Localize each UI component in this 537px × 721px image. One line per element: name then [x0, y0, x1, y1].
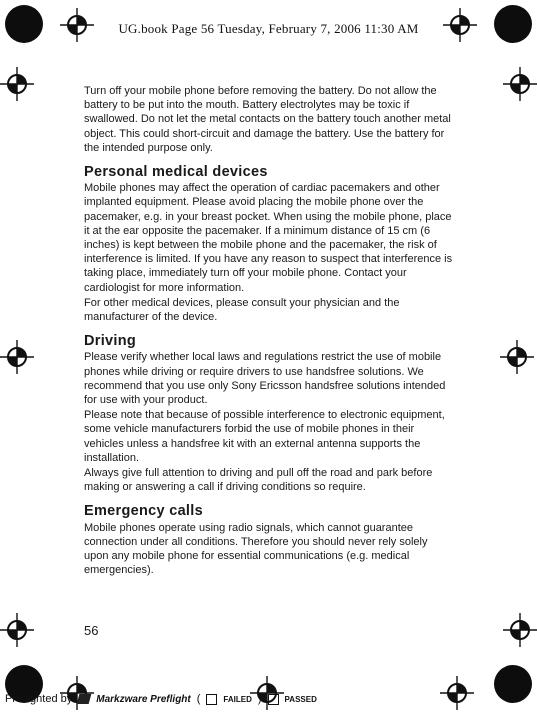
paren-close: )	[257, 693, 262, 705]
registration-mark-icon	[500, 340, 534, 374]
page-body	[84, 84, 454, 579]
preflight-footer	[5, 693, 317, 705]
paren-open: (	[196, 693, 201, 705]
section-heading-emergency: Emergency calls	[84, 503, 203, 520]
running-header: UG.book Page 56 Tuesday, February 7, 2006 11:30 AM	[118, 21, 419, 36]
registration-mark-icon	[503, 613, 537, 647]
registration-mark-icon	[440, 676, 474, 710]
preflight-label: Preflighted by	[5, 693, 73, 705]
emergency-paragraph-1: Mobile phones operate using radio signals, which cannot guarantee connection under all conditions. Therefore you should never rely solely upon any mobile phone for essential communications (e.g. medical emergencies).	[84, 521, 428, 577]
passed-checkbox-icon	[268, 694, 279, 705]
page-number: 56	[84, 623, 99, 638]
registration-mark-icon	[503, 67, 537, 101]
driving-paragraph-3: Always give full attention to driving and pull off the road and park before making or answering a call if driving conditions so require.	[84, 467, 433, 494]
battery-paragraph: Turn off your mobile phone before removing the battery. Do not allow the battery to be put into the mouth. Battery electrolytes may be toxic if swallowed. Do not let the metal contacts on the battery touch another metal object. This could short-circuit and damage the battery. Use the battery for the intended purpose only.	[84, 85, 451, 154]
section-heading-medical: Personal medical devices	[84, 164, 268, 181]
section-heading-driving: Driving	[84, 333, 137, 350]
driving-paragraph-1: Please verify whether local laws and regulations restrict the use of mobile phones while driving or require drivers to use handsfree solutions. We recommend that you use only Sony Ericsson handsfree solutions intended for use with your product.	[84, 351, 446, 407]
failed-checkbox-icon	[206, 694, 217, 705]
passed-label: PASSED	[284, 694, 317, 704]
registration-mark-icon	[0, 613, 34, 647]
failed-label: FAILED	[223, 694, 252, 704]
corner-mark-bottom-right	[494, 665, 532, 703]
markzware-logo-icon	[77, 694, 92, 704]
medical-paragraph-1: Mobile phones may affect the operation of cardiac pacemakers and other implanted equipment. Please avoid placing the mobile phone over the pacemaker, e.g. in your breast pocket. When using the mobile phone, place it at the ear opposite the pacemaker. If a minimum distance of 15 cm (6 inches) is kept between the mobile phone and the pacemaker, the risk of interference is limited. If you have any reason to suspect that interference is taking place, immediately turn off your mobile phone. Contact your cardiologist for more information.	[84, 182, 453, 294]
medical-paragraph-2: For other medical devices, please consult your physician and the manufacturer of the device.	[84, 296, 400, 324]
registration-mark-icon	[0, 340, 34, 374]
registration-mark-icon	[0, 67, 34, 101]
preflight-brand: Markzware Preflight	[96, 693, 191, 705]
driving-paragraph-2: Please note that because of possible interference to electronic equipment, some vehicle manufacturers forbid the use of mobile phones in their vehicles unless a handsfree kit with an external antenna supports the installation.	[84, 409, 445, 464]
